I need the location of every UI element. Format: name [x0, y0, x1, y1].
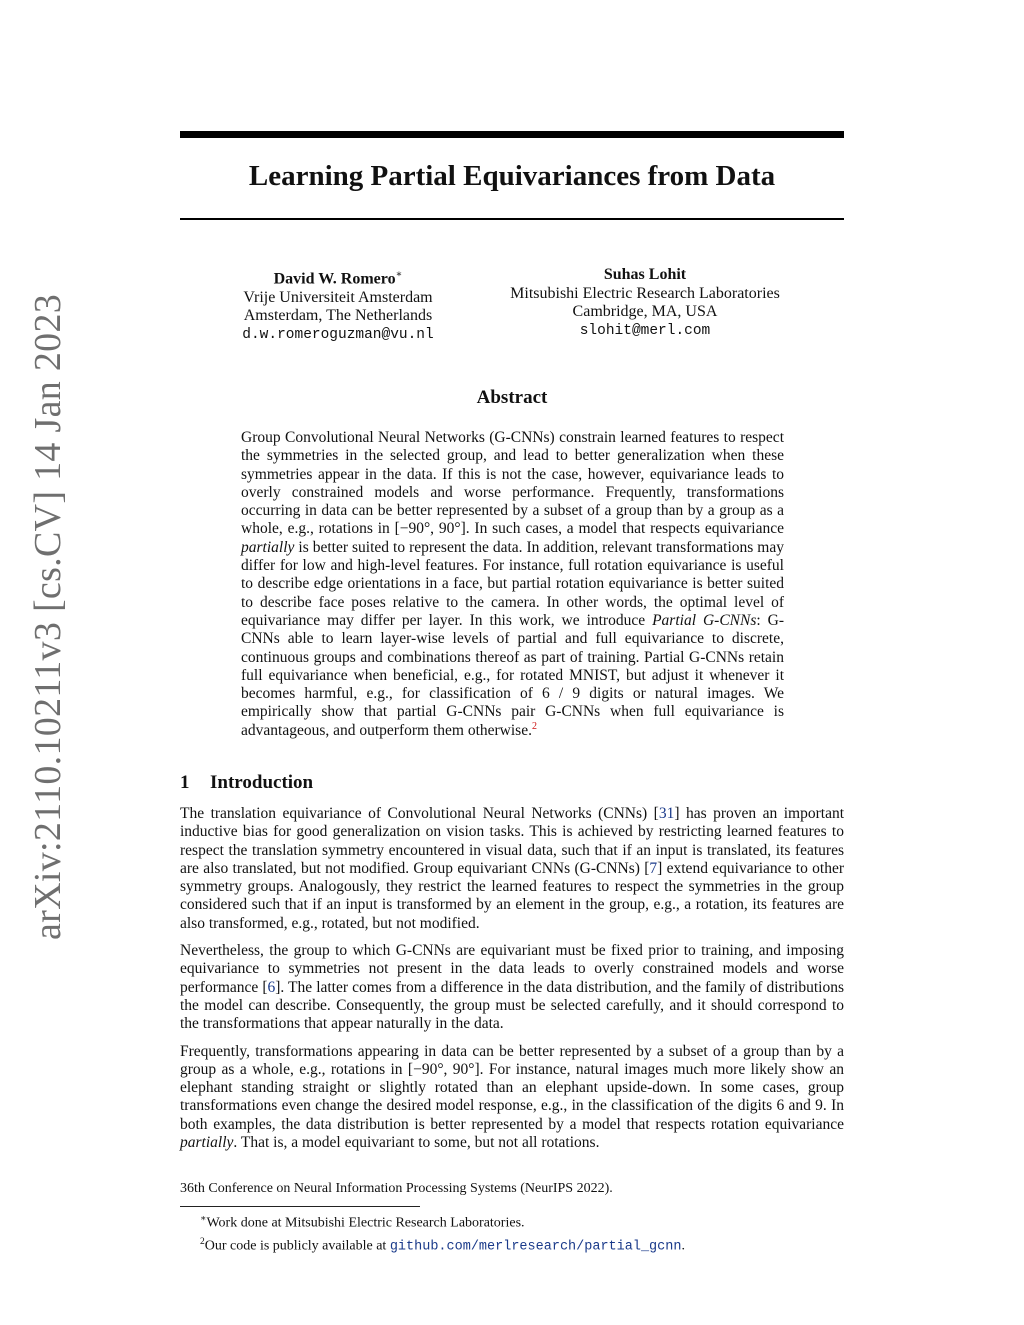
paper-title: Learning Partial Equivariances from Data [248, 160, 776, 192]
title-top-rule [180, 131, 844, 138]
code-repository-link[interactable]: github.com/merlresearch/partial_gcnn [389, 1239, 682, 1255]
intro-paragraph-2: Nevertheless, the group to which G-CNNs are equivariant must be fixed prior to training, and imposing equivariance to symmetries not present in the data leads to overly constrained models and worse performance [6]. The latter comes from a difference in the data distribution, and the family of distributions the model can describe. Consequently, the group must be selected carefully, and it should correspond to the transformations that appear naturally in the data. [180, 942, 844, 1033]
title-bottom-rule [180, 218, 844, 220]
footnote-1: ∗Work done at Mitsubishi Electric Research Laboratories. [200, 1214, 525, 1231]
citation-link[interactable]: 6 [267, 978, 276, 996]
footnote-rule [180, 1206, 420, 1207]
arxiv-side-stamp: arXiv:2110.10211v3 [cs.CV] 14 Jan 2023 [27, 293, 69, 940]
citation-link[interactable]: 7 [649, 859, 658, 877]
author-email[interactable]: slohit@merl.com [579, 322, 711, 339]
abstract-heading: Abstract [476, 387, 548, 408]
author-affiliation: Mitsubishi Electric Research Laboratories [510, 284, 780, 302]
author-location: Cambridge, MA, USA [572, 303, 718, 320]
introduction-body [180, 805, 844, 1161]
author-name: David W. Romero∗ [273, 269, 403, 288]
author-email[interactable]: d.w.romeroguzman@vu.nl [242, 326, 434, 343]
author-footnote-marker: ∗ [395, 269, 403, 280]
author-affiliation: Vrije Universiteit Amsterdam [243, 288, 433, 306]
author-block-1 [218, 266, 458, 344]
intro-paragraph-1: The translation equivariance of Convolutional Neural Networks (CNNs) [31] has proven an important inductive bias for good generalization on vision tasks. This is achieved by restricting learned features to respect the translation symmetry encountered in visual data, such that if an input is translated, its features are also translated, but not modified. Group equivariant CNNs (G-CNNs) [7] extend equivariance to other symmetry groups. Analogously, they restrict the learned features to respect the symmetries in the group considered such that if an input is transformed by an element in the group, e.g., a rotation, its features are also transformed, e.g., rotated, but not modified. [180, 805, 845, 932]
section-heading-introduction: 1 Introduction [180, 772, 314, 793]
author-name: Suhas Lohit [603, 266, 687, 283]
author-block-2 [495, 266, 795, 340]
footnote-2: $^2$Our code is publicly available at github.com/merlresearch/partial_gcnn. [200, 1237, 685, 1255]
footnotes [200, 1210, 685, 1257]
footnote-ref-2[interactable]: 2 [531, 720, 537, 732]
citation-link[interactable]: 31 [658, 805, 675, 822]
abstract-text: Group Convolutional Neural Networks (G-CNNs) constrain learned features to respect the symmetries in the selected group, and lead to better generalization when these symmetries appear in the data. If this is not the case, however, equivariance leads to overly constrained models and worse performance. Frequently, transformations occurring in data can be better represented by a subset of a group than by a group as a whole, e.g., rotations in [−90°, 90°]. In such cases, a model that respects equivariance partially is better suited to represent the data. In addition, relevant transformations may differ for low and high-level features. For instance, full rotation equivariance is useful to describe edge orientations in a face, but partial rotation equivariance is better suited to describe face poses relative to the camera. In other words, the optimal level of equivariance may differ per layer. In this work, we introduce Partial G-CNNs: G-CNNs able to learn layer-wise levels of partial and full equivariance to discrete, continuous groups and combinations thereof as part of training. Partial G-CNNs retain full equivariance when beneficial, e.g., for rotated MNIST, but adjust it whenever it becomes harmful, e.g., for classification of 6 / 9 digits or natural images. We empirically show that partial G-CNNs pair G-CNNs when full equivariance is advantageous, and outperform them otherwise.$^2$ [241, 429, 785, 739]
intro-paragraph-3: Frequently, transformations appearing in data can be better represented by a subset of a group than by a group as a whole, e.g., rotations in [−90°, 90°]. For instance, natural images much more likely show an elephant standing straight or slightly rotated than an elephant upside-down. In some cases, group transformations even change the desired model response, e.g., in the classification of the digits 6 and 9. In both examples, the data distribution is better represented by a model that respects rotation equivariance partially. That is, a model equivariant to some, but not all rotations. [180, 1042, 844, 1152]
author-location: Amsterdam, The Netherlands [243, 307, 433, 325]
conference-note: 36th Conference on Neural Information Processing Systems (NeurIPS 2022). [180, 1181, 613, 1196]
